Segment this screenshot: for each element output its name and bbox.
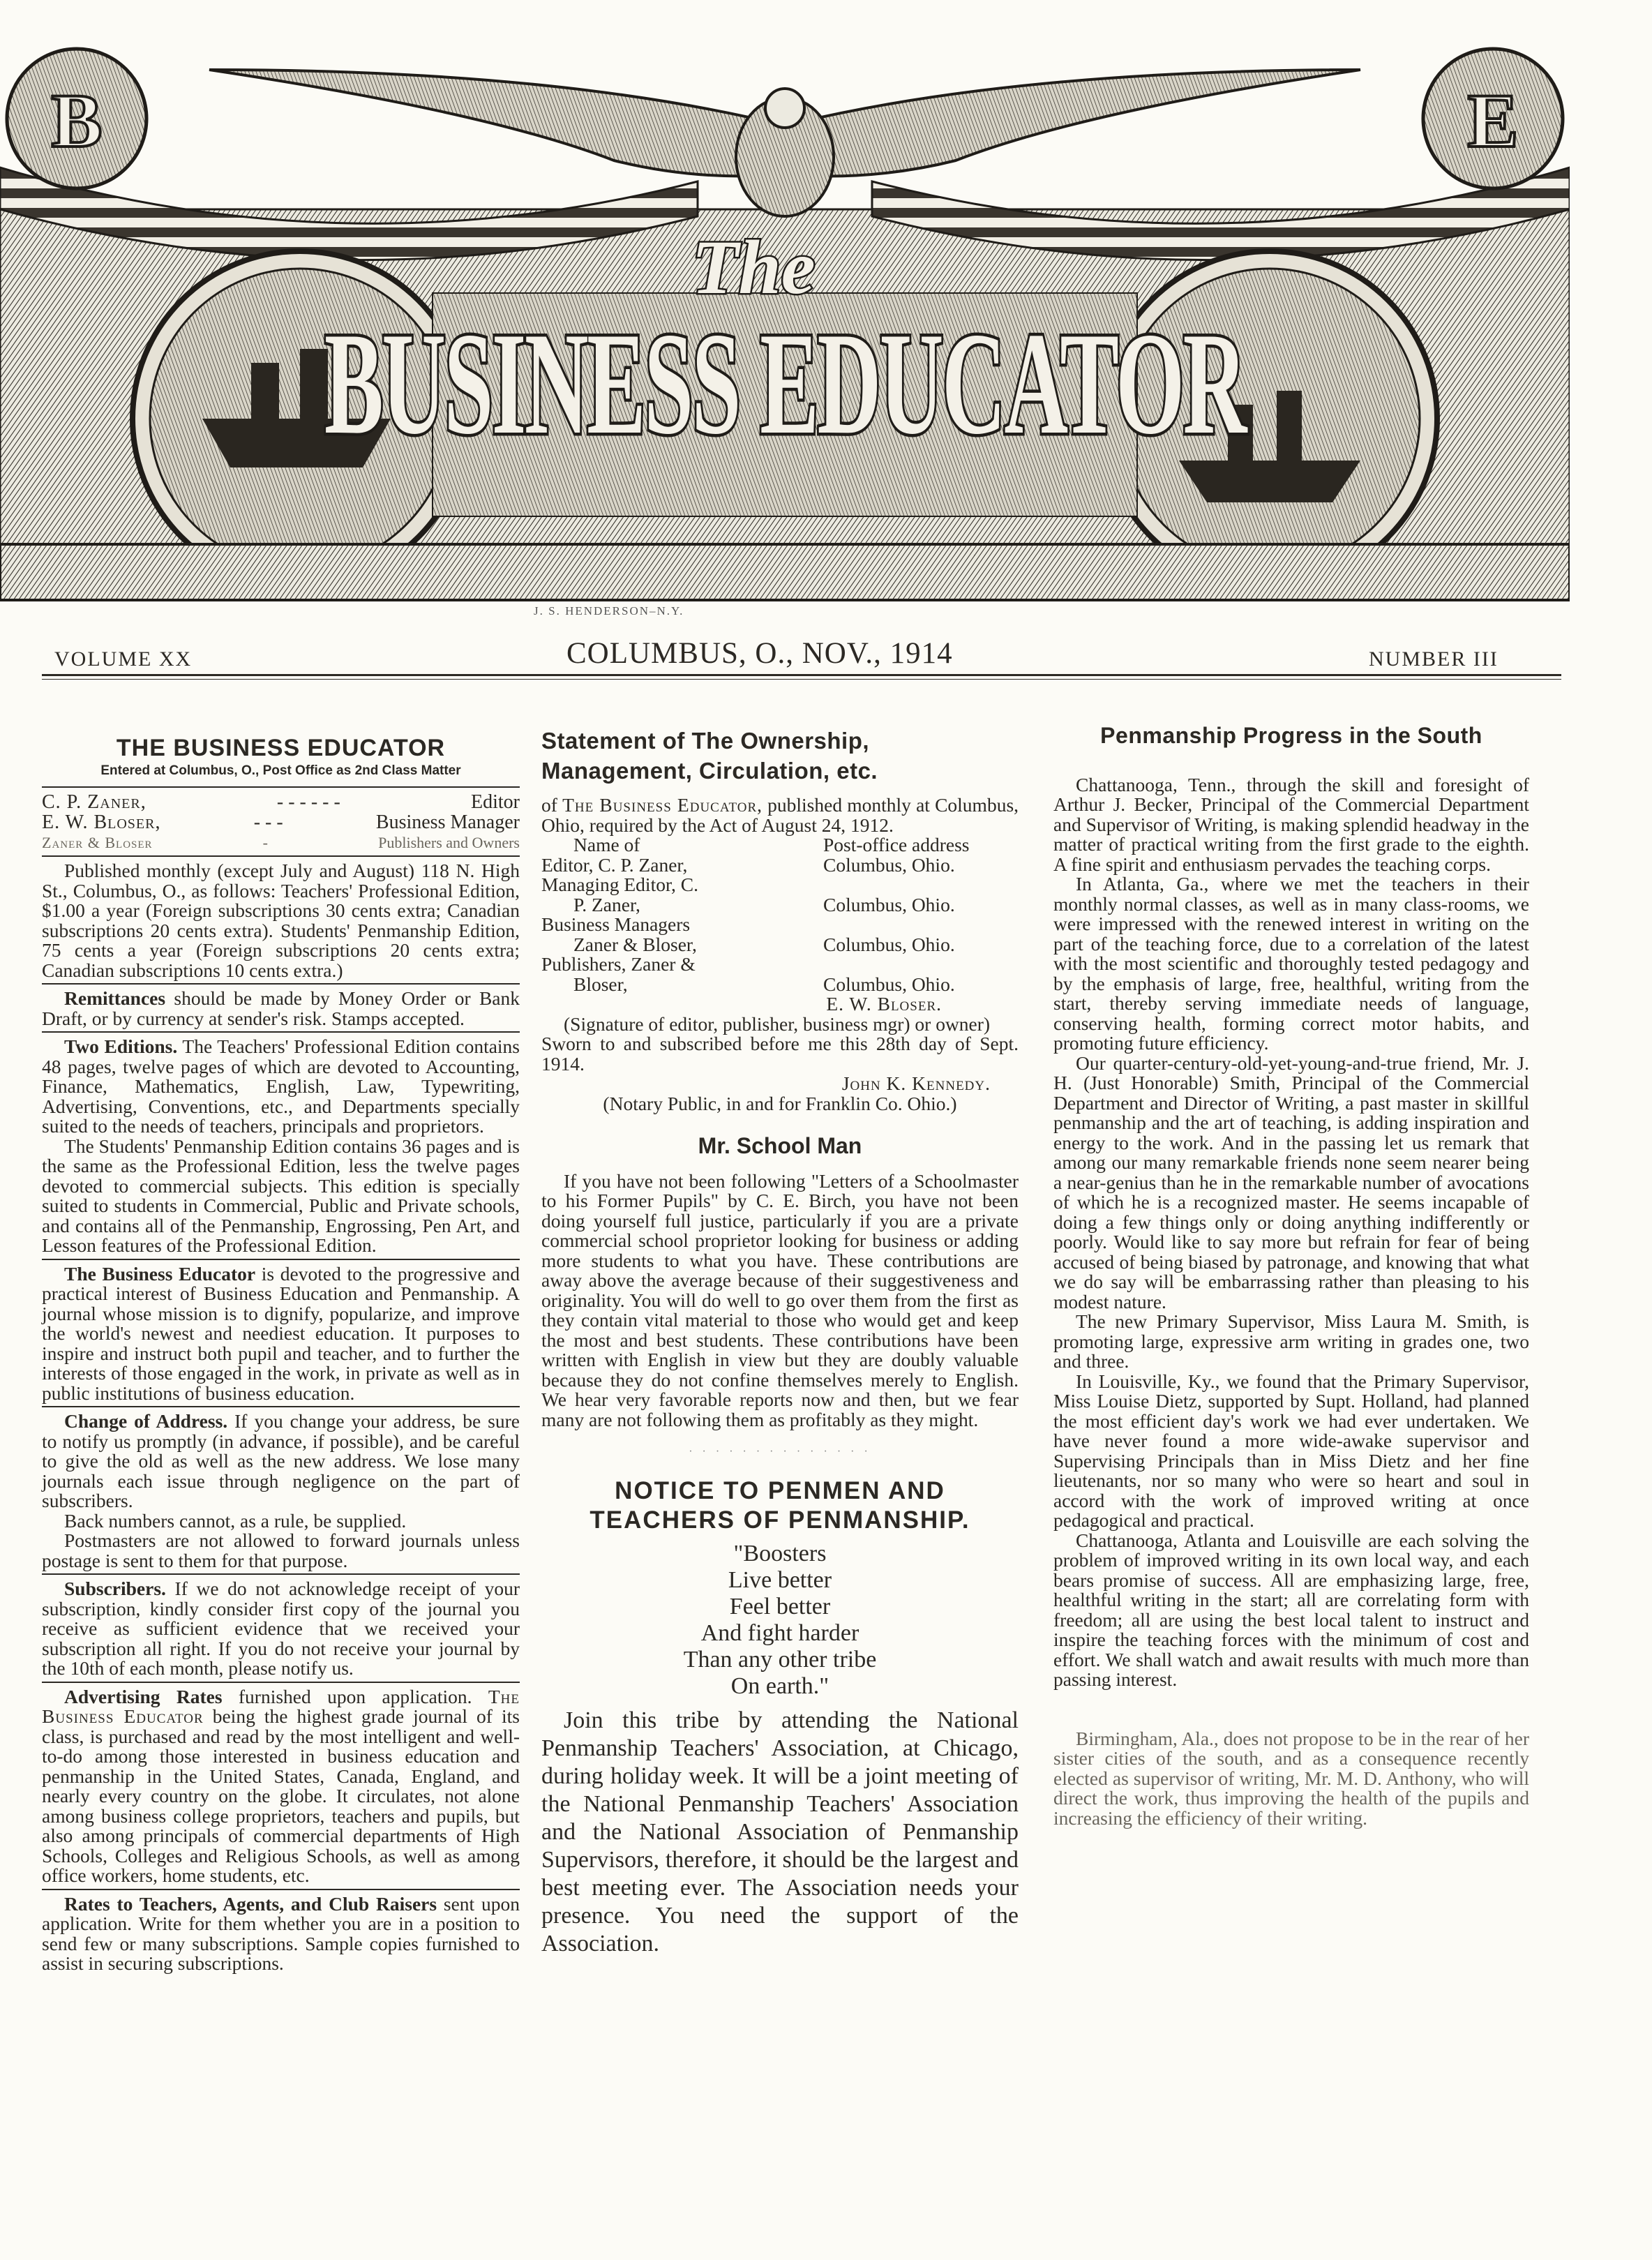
issue-number: NUMBER III: [1369, 648, 1499, 671]
boosters-poem: [541, 1541, 1019, 1700]
two-editions-paragraph: Two Editions. The Teachers' Professional Edition contains 48 pages, twelve pages of which are devoted to Accounting, Finance, Mathematics, English, Law, Typewriting, Advertising, Conventions, etc., and Departments specially suited to the needs of teachers, principals and proprietors.: [42, 1035, 520, 1137]
staff-role: Editor: [471, 791, 520, 813]
issue-date: COLUMBUS, O., NOV., 1914: [566, 637, 953, 670]
statement-intro: of The Business Educator, published monthly at Columbus, Ohio, required by the Act of August 24, 1912.: [541, 794, 1019, 836]
join-paragraph: Join this tribe by attending the National Penmanship Teachers' Association, at Chicago, during holiday week. It will be a joint meeting of the National Penmanship Teachers' Association and the National Association of Penmanship Supervisors, therefore, it should be the largest and best meeting ever. The Association needs your presence. You need the support of the Association.: [541, 1707, 1019, 1956]
poem-line: And fight harder: [700, 1619, 859, 1646]
svg-text:B: B: [51, 78, 103, 163]
staff-dots: -: [262, 834, 268, 851]
chattanooga-paragraph: Chattanooga, Tenn., through the skill and foresight of Arthur J. Becker, Principal of the Commercial Department and Supervisor of Writing, is making splendid headway in the matter of practical writing from the first grade to the eighth. A fine spirit and enthusiasm pervades the teaching corps.: [1053, 773, 1529, 875]
school-man-paragraph: If you have not been following "Letters of a Schoolmaster to his Former Pupils" by C. E. Birch, you have not been doing yourself full justice, particularly if you are a private commercial school proprietor looking for business or adding more students to what you have. These contributions are away above the average because of their suggestiveness and originality. You will do well to go over them from the first as they contain vital material to those who would get and keep the most and best students. These contributions have been written with English in view but they are doubly valuable because they do not confine themselves merely to English. We hear very favorable reports now and then, but we fear many are not following them as profitably as they might.: [541, 1169, 1019, 1430]
masthead-the: The: [691, 225, 816, 310]
statement-row: Bloser, Columbus, Ohio.: [573, 973, 955, 995]
students-edition-paragraph: The Students' Penmanship Edition contains 36 pages and is the same as the Professional Edition, less the twelve pages devoted to commercial subjects. This edition is specially suited to students in Commercial, Public and Private schools, and contains all of the Penmanship, Engrossing, Pen Art, and Lesson features of the Professional Edition.: [42, 1135, 520, 1256]
entry-notice: Entered at Columbus, O., Post Office as 2nd Class Matter: [100, 763, 461, 778]
divider: [42, 855, 520, 857]
subscribers-paragraph: Subscribers. If we do not acknowledge receipt of your subscription, kindly consider first copy of the journal you receive as sufficient evidence that we received your subscription all right. If you do not receive your journal by the 10th of each month, please notify us.: [42, 1578, 520, 1679]
notary-note: (Notary Public, in and for Franklin Co. Ohio.): [603, 1092, 957, 1114]
staff-role: Publishers and Owners: [378, 834, 520, 851]
back-numbers-paragraph: Back numbers cannot, as a rule, be supplied.: [64, 1509, 407, 1532]
atlanta-paragraph: In Atlanta, Ga., where we met the teachers in their monthly normal classes, as well as in many class-rooms, we were impressed with the renewed interest in writing on the part of the teaching force, due to a correlation of the latest with the most scientific and thoroughly tested pedagogy and by the emphasis of large, free, healthful, writing from the start, thereby serving immediate needs of language, conserving health, forming correct motor habits, and promoting future efficiency.: [1053, 873, 1529, 1054]
school-man-heading: Mr. School Man: [698, 1133, 862, 1158]
statement-row: Publishers, Zaner &: [541, 953, 696, 975]
birmingham-paragraph: Birmingham, Ala., does not propose to be in the rear of her sister cities of the south, and as a consequence recently elected as supervisor of writing, Mr. M. D. Anthony, who will direct the work, thus improving the health of the pupils and increasing the efficiency of their writing.: [1053, 1727, 1529, 1829]
published-paragraph: Published monthly (except July and August) 118 N. High St., Columbus, O., as follows: Teachers' Professional Edition, $1.00 a year (Foreign subscriptions 30 cents extra; Canadian subscriptions 20 cents extra). Students' Penmanship Edition, 75 cents a year (Foreign subscriptions 20 cents extra; Canadian subscriptions 10 cents extra.): [42, 860, 520, 981]
column-publisher-info: [42, 726, 520, 1974]
poem-line: Live better: [728, 1566, 832, 1593]
divider: [42, 1259, 520, 1260]
staff-dots: - - - - - -: [276, 791, 340, 813]
poem-line: Feel better: [729, 1593, 831, 1619]
staff-publishers: [42, 832, 520, 853]
statement-row: Editor, C. P. Zaner, Columbus, Ohio.: [541, 853, 955, 876]
poem-line: On earth.": [730, 1672, 829, 1699]
statement-row: Business Managers: [541, 913, 691, 935]
volume-label: VOLUME XX: [54, 648, 193, 671]
smith-paragraph: Our quarter-century-old-yet-young-and-true friend, Mr. J. H. (Just Honorable) Smith, Principal of the Commercial Department and Director of Writing, a past master in skillful penmanship and the art of teaching, is adding inspiration and energy to the work. And in the passing let us remark that among our many remarkable friends none seem nearer being a near-genius than he in the remarkable number of avocations of which he is a recognized master. He seems incapable of doing a few things only or doing anything indifferently or poorly. Would like to say more but refrain for fear of being accused of being biased by patronage, and knowing that what we do say will be embarrassing rather than pleasing to his modest nature.: [1053, 1052, 1529, 1312]
sworn-statement: Sworn to and subscribed before me this 28th day of Sept. 1914.: [541, 1033, 1019, 1075]
divider: [42, 1889, 520, 1890]
signature-note: (Signature of editor, publisher, business mgr) or owner): [564, 1012, 991, 1035]
notary-name: John K. Kennedy.: [841, 1072, 991, 1094]
statement-row: Managing Editor, C.: [541, 874, 698, 895]
dateline-rule: [42, 674, 1561, 676]
poem-line: "Boosters: [733, 1540, 827, 1566]
poem-line: Than any other tribe: [683, 1646, 877, 1672]
staff-name: E. W. Bloser,: [42, 811, 161, 833]
divider: [42, 1406, 520, 1407]
masthead: [0, 42, 1570, 614]
staff-editor: [42, 792, 520, 812]
divider: [42, 983, 520, 985]
statement-title: Statement of The Ownership, Management, Circulation, etc.: [541, 728, 878, 784]
divider: [42, 1573, 520, 1575]
engraver-credit: J. S. HENDERSON–N.Y.: [534, 604, 684, 618]
section-ornament: · · · · · · · · · · · · · ·: [689, 1446, 871, 1458]
masthead-title: BUSINESS EDUCATOR: [324, 303, 1248, 465]
column-penmanship-progress: [1053, 723, 1529, 1829]
notice-heading: NOTICE TO PENMEN AND TEACHERS OF PENMANSHIP.: [590, 1476, 970, 1534]
progress-heading: Penmanship Progress in the South: [1100, 723, 1482, 748]
statement-row: Zaner & Bloser, Columbus, Ohio.: [573, 933, 955, 955]
column-ownership-statement: [541, 726, 1019, 1958]
remittances-paragraph: Remittances should be made by Money Order or Bank Draft, or by currency at sender's risk. Stamps accepted.: [42, 987, 520, 1029]
postmasters-paragraph: Postmasters are not allowed to forward journals unless postage is sent to them for that purpose.: [42, 1529, 520, 1571]
staff-manager: [42, 812, 520, 832]
rates-paragraph: Rates to Teachers, Agents, and Club Raisers sent upon application. Write for them whether you are in a position to send few or many subscriptions. Sample copies furnished to assist in securing subscriptions.: [42, 1892, 520, 1974]
masthead-engraving: [0, 42, 1570, 614]
statement-row: P. Zaner, Columbus, Ohio.: [573, 893, 955, 915]
dateline-rule-thin: [42, 679, 1561, 680]
journal-title: THE BUSINESS EDUCATOR: [116, 735, 446, 761]
primary-supervisor-paragraph: The new Primary Supervisor, Miss Laura M. Smith, is promoting large, expressive arm writing in grades one, two and three.: [1053, 1310, 1529, 1372]
staff-name: C. P. Zaner,: [42, 791, 147, 813]
change-of-address-paragraph: Change of Address. If you change your address, be sure to notify us promptly (in advance, if possible), and be careful to give the old as well as the new address. We lose many journals each issue through negligence on the part of subscribers.: [42, 1410, 520, 1511]
divider: [42, 1031, 520, 1033]
statement-table-head: Name of Post-office address: [573, 834, 970, 855]
louisville-paragraph: In Louisville, Ky., we found that the Primary Supervisor, Miss Louise Dietz, supported by Supt. Holland, had planned the most efficient day's work we had ever undertaken. We have never found a more wide-awake supervisor and Supervising Principals than in Miss Dietz and her fine lieutenants, nor so many who were so heart and soul in accord with the work of improved writing at once pedagogical and practical.: [1053, 1370, 1529, 1531]
divider: [42, 786, 520, 788]
mission-paragraph: The Business Educator is devoted to the progressive and practical interest of Business Education and Penmanship. A journal whose mission is to dignify, popularize, and improve the world's newest and neediest education. It purposes to inspire and instruct both pupil and teacher, and to further the interests of those engaged in the work, in private as well as in public institutions of business education.: [42, 1262, 520, 1404]
staff-role: Business Manager: [375, 811, 520, 833]
advertising-paragraph: Advertising Rates furnished upon application. The Business Educator being the highest grade journal of its class, is purchased and read by the most intelligent and well-to-do among those interested in business education and penmanship in the United States, Canada, England, and nearly every country on the globe. It circulates, not alone among business college proprietors, teachers and pupils, but also among principals of commercial departments of High Schools, Colleges and Religious Schools, as well as among office workers, home students, etc.: [42, 1685, 520, 1886]
staff-name: Zaner & Bloser: [42, 834, 153, 851]
summary-paragraph: Chattanooga, Atlanta and Louisville are each solving the problem of improved writing in its own local way, and each bears promise of success. All are emphasizing large, free, healthful writing in the start; all are correlating form with freedom; all are using the best local talent to instruct and inspire the teaching forces with the minimum of cost and effort. We shall watch and await results with much more than passing interest.: [1053, 1529, 1529, 1690]
svg-text:E: E: [1467, 78, 1519, 163]
staff-dots: - - -: [253, 811, 283, 833]
signer-name: E. W. Bloser.: [826, 993, 942, 1015]
divider: [42, 1682, 520, 1683]
